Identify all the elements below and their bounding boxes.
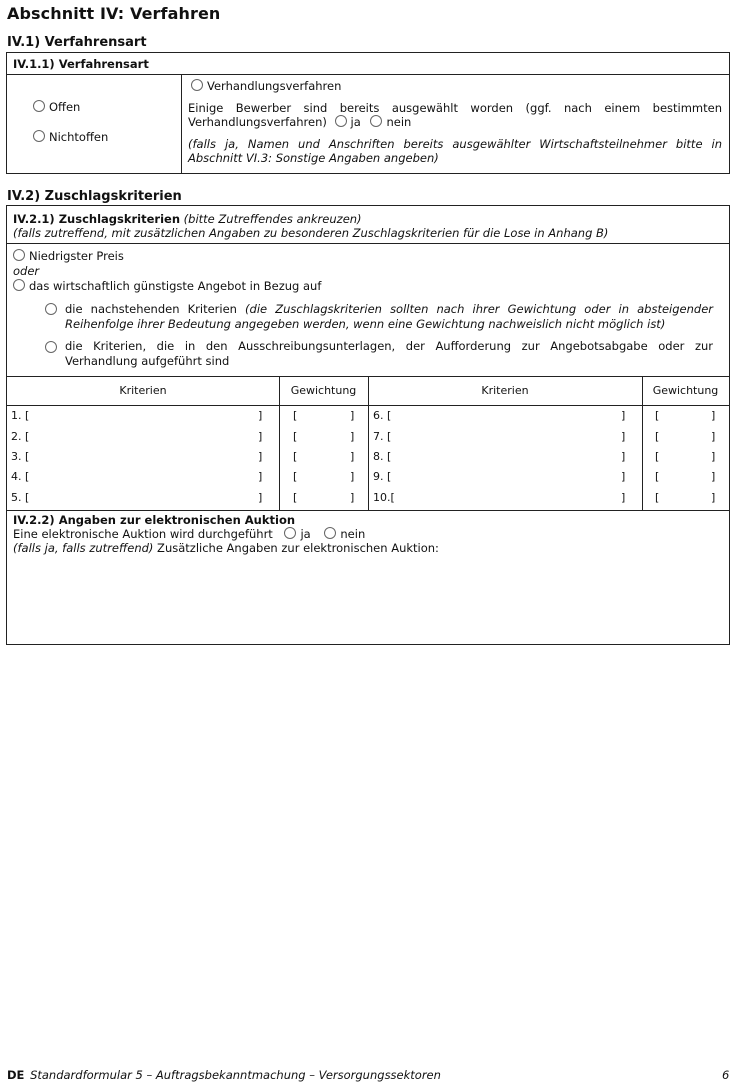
option-nichtoffen[interactable]: Nichtoffen	[33, 130, 108, 144]
option-kriterien-unterlagen[interactable]	[45, 341, 61, 355]
radio-preselected-ja[interactable]	[335, 115, 347, 127]
option-offen[interactable]: Offen	[33, 100, 80, 114]
radio-preselected-nein[interactable]	[370, 115, 382, 127]
section-iv1-heading: IV.1) Verfahrensart	[7, 35, 147, 50]
radio-wirtschaftlich[interactable]	[13, 279, 25, 291]
header-gewichtung-right: Gewichtung	[652, 384, 719, 397]
radio-niedrigster-preis[interactable]	[13, 249, 25, 261]
auction-additional-info-field[interactable]	[13, 558, 723, 638]
section-iv1-box	[6, 52, 730, 174]
section-iv22-label: IV.2.2) Angaben zur elektronischen Auktion	[13, 513, 296, 527]
preselected-note: (falls ja, Namen und Anschriften bereits ausgewählter Wirtschaftsteilnehmer bitte in Abschnitt VI.3: Sonstige Angaben angeben)	[188, 137, 722, 165]
option-wirtschaftlich[interactable]: das wirtschaftlich günstigste Angebot in Bezug auf	[13, 279, 321, 293]
radio-auction-nein[interactable]	[324, 527, 336, 539]
page-footer	[7, 1068, 441, 1082]
auction-note: (falls ja, falls zutreffend) Zusätzliche Angaben zur elektronischen Auktion:	[13, 541, 439, 555]
section-iv11-label: IV.1.1) Verfahrensart	[13, 57, 149, 71]
option-verhandlungsverfahren[interactable]: Verhandlungsverfahren	[191, 79, 341, 93]
footer-form-name: Standardformular 5 – Auftragsbekanntmachung – Versorgungssektoren	[30, 1068, 441, 1082]
page-title: Abschnitt IV: Verfahren	[7, 4, 221, 23]
preselected-question: Einige Bewerber sind bereits ausgewählt worden (ggf. nach einem bestimmten Verhandlungsverfahren) ja nein	[188, 101, 722, 129]
option-nachstehende-kriterien[interactable]	[45, 303, 61, 317]
nachstehende-kriterien-text: die nachstehenden Kriterien (die Zuschlagskriterien sollten nach ihrer Gewichtung oder in absteigender Reihenfolge ihrer Bedeutung angegeben werden, wenn eine Gewichtung nachweislich nicht möglich ist)	[65, 302, 713, 331]
radio-nichtoffen[interactable]	[33, 130, 45, 142]
radio-verhandlungsverfahren[interactable]	[191, 79, 203, 91]
footer-lang: DE	[7, 1068, 25, 1082]
radio-kriterien-unterlagen[interactable]	[45, 341, 57, 353]
header-kriterien-right: Kriterien	[481, 384, 529, 397]
option-niedrigster-preis[interactable]: Niedrigster Preis	[13, 249, 124, 263]
section-iv2-box: IV.2.1) Zuschlagskriterien (bitte Zutreffendes ankreuzen) (falls zutreffend, mit zusätzlichen Angaben zu besonderen Zuschlagskriterien für die Lose in Anhang B) Niedrigster Preis oder das wirtschaftlich günstigste Angebot in Bezug auf die nachstehenden Kriterien (die Zuschlagskriterien sollten nach ihrer Gewichtung oder in absteigender Reihenfolge ihrer Bedeutung angegeben werden, wenn eine Gewichtung nachweislich nicht möglich ist) die Kriterien, die in den Ausschreibungsunterlagen, der Aufforderung zur Angebotsabgabe oder zur Verhandlung aufgeführt sind Kriterien Gewichtung Kriterien Gewichtung 1. [ ] [ ] 2. [ ] [ ] 3. [ ] [ ] 4. [ ] [ ] 5. [ ] [ ] 6. [ ] [ ] 7. [ ] [ ] 8. [ ] [ ] 9. [ ] [ ] 10.[ ] [ ] IV.2.2) Angaben zur elektronischen Auktion Eine elektronische Auktion wird durchgeführt ja nein (falls ja, falls zutreffend) Zusätzliche Angaben zur elektronischen Auktion:	[6, 205, 730, 645]
radio-auction-ja[interactable]	[284, 527, 296, 539]
kriterien-unterlagen-text: die Kriterien, die in den Ausschreibungsunterlagen, der Aufforderung zur Angebotsabgabe oder zur Verhandlung aufgeführt sind	[65, 339, 713, 368]
section-iv21-header: IV.2.1) Zuschlagskriterien (bitte Zutreffendes ankreuzen) (falls zutreffend, mit zusätzlichen Angaben zu besonderen Zuschlagskriterien für die Lose in Anhang B)	[13, 212, 609, 240]
header-kriterien-left: Kriterien	[119, 384, 167, 397]
auction-question: Eine elektronische Auktion wird durchgeführt ja nein	[13, 527, 366, 541]
footer-page-number: 6	[722, 1068, 730, 1082]
header-gewichtung-left: Gewichtung	[290, 384, 357, 397]
oder-label: oder	[13, 264, 40, 278]
radio-nachstehende-kriterien[interactable]	[45, 303, 57, 315]
section-iv2-heading: IV.2) Zuschlagskriterien	[7, 189, 182, 204]
radio-offen[interactable]	[33, 100, 45, 112]
